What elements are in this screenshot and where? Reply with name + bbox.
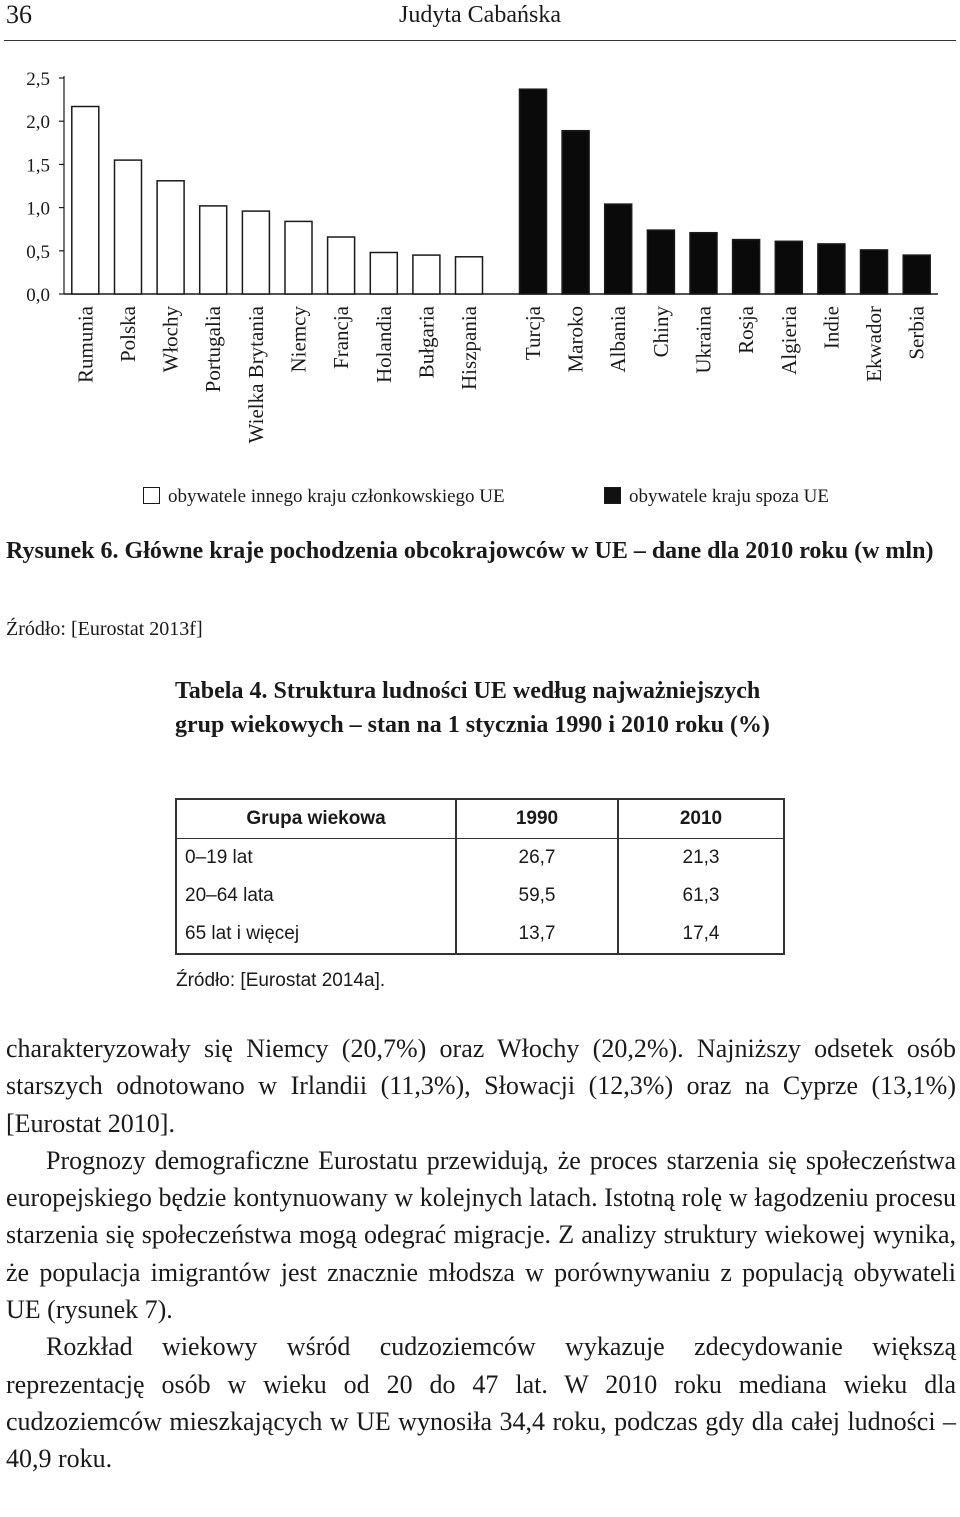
x-tick-label: Turcja [521,306,545,361]
table-cell: 13,7 [456,915,618,954]
x-tick-label: Włochy [158,306,183,373]
bar-chart [0,60,960,480]
x-tick-label: Francja [329,306,354,369]
table-cell: 0–19 lat [176,839,456,878]
y-tick-label: 1,5 [26,155,50,177]
bar-ekwador [861,250,888,294]
bar-maroko [562,131,589,294]
table-row [176,839,784,878]
x-tick-label: Bułgaria [414,306,439,379]
x-tick-label: Wielka Brytania [243,306,268,444]
x-tick-label: Algieria [776,306,801,375]
bar-włochy [157,181,184,294]
table-cell: 61,3 [618,877,784,915]
table-cell: 26,7 [456,839,618,878]
table-row [176,915,784,954]
page-number: 36 [6,0,32,29]
table-header-cell: Grupa wiekowa [176,799,456,839]
legend-item-non-eu [604,486,829,508]
table-cell: 21,3 [618,839,784,878]
x-tick-label: Albania [606,306,631,373]
table-row [176,877,784,915]
bar-niemcy [285,221,312,294]
table-header-cell: 1990 [456,799,618,839]
bar-rosja [733,240,760,294]
page-header [0,0,960,40]
y-tick-label: 0,0 [26,285,50,306]
x-tick-label: Niemcy [286,306,311,373]
figure-source: Źródło: [Eurostat 2013f] [6,618,203,640]
table-cell: 20–64 lata [176,877,456,915]
x-tick-label: Portugalia [201,306,226,393]
legend-swatch-eu [143,487,160,504]
bar-chiny [647,230,674,294]
bar-rumunia [72,107,99,295]
x-tick-label: Hiszpania [457,306,481,390]
y-tick-label: 1,0 [26,198,50,220]
x-tick-label: Rumunia [73,306,98,383]
bar-ukraina [690,233,717,294]
table-cell: 65 lat i więcej [176,915,456,954]
legend-item-eu [143,486,505,508]
x-tick-label: Holandia [371,306,396,383]
x-tick-label: Rosja [734,306,759,354]
body-text [6,1030,956,1478]
table-cell: 59,5 [456,877,618,915]
bar-algieria [775,241,802,294]
bar-turcja [520,89,547,294]
figure-caption: Rysunek 6. Główne kraje pochodzenia obcokrajowców w UE – dane dla 2010 roku (w mln) [6,538,934,564]
bar-francja [328,237,355,294]
age-structure-table [175,798,785,955]
x-tick-label: Serbia [904,306,929,360]
x-tick-label: Ukraina [691,306,716,374]
x-tick-label: Chiny [648,306,673,358]
legend-label-non-eu: obywatele kraju spoza UE [629,486,829,507]
y-tick-label: 2,5 [26,69,50,90]
y-tick-label: 2,0 [26,112,50,134]
running-head: Judyta Cabańska [399,2,561,28]
bar-holandia [370,253,397,295]
legend-label-eu: obywatele innego kraju członkowskiego UE [168,486,505,507]
x-tick-label: Indie [819,306,844,350]
table-header-cell: 2010 [618,799,784,839]
legend-swatch-non-eu [604,487,621,504]
x-tick-label: Ekwador [862,306,886,382]
bar-portugalia [200,206,227,294]
bar-indie [818,244,845,294]
bar-hiszpania [456,257,483,294]
paragraph: charakteryzowały się Niemcy (20,7%) oraz Włochy (20,2%). Najniższy odsetek osób starszych odnotowano w Irlandii (11,3%), Słowacji (12,3%) oraz na Cyprze (13,1%) [Eurostat 2010]. [6,1034,956,1138]
table-title: Tabela 4. Struktura ludności UE według najważniejszych grup wiekowych – stan na 1 stycznia 1990 i 2010 roku (%) [175,678,770,738]
x-tick-label: Maroko [563,306,588,373]
table-cell: 17,4 [618,915,784,954]
bar-wielka-brytania [242,211,269,294]
y-tick-label: 0,5 [26,241,50,263]
paragraph: Rozkład wiekowy wśród cudzoziemców wykazuje zdecydowanie większą reprezentację osób w wieku od 20 do 47 lat. W 2010 roku mediana wieku dla cudzoziemców mieszkających w UE wynosiła 34,4 roku, podczas gdy dla całej ludności – 40,9 roku. [6,1332,956,1474]
bar-bułgaria [413,255,440,294]
bar-albania [605,204,632,294]
table-header-row [176,799,784,839]
x-tick-label: Polska [116,306,140,363]
bar-serbia [903,255,930,294]
chart-legend [0,486,960,510]
paragraph: Prognozy demograficzne Eurostatu przewidują, że proces starzenia się społeczeństwa europejskiego będzie kontynuowany w kolejnych latach. Istotną rolę w łagodzeniu procesu starzenia się społeczeństwa mogą odegrać migracje. Z analizy struktury wiekowej wynika, że populacja imigrantów jest znacznie młodsza w porównywaniu z populacją obywateli UE (rysunek 7). [6,1145,956,1325]
header-rule [4,40,956,41]
table-source: Źródło: [Eurostat 2014a]. [176,970,386,991]
bar-polska [115,160,142,294]
